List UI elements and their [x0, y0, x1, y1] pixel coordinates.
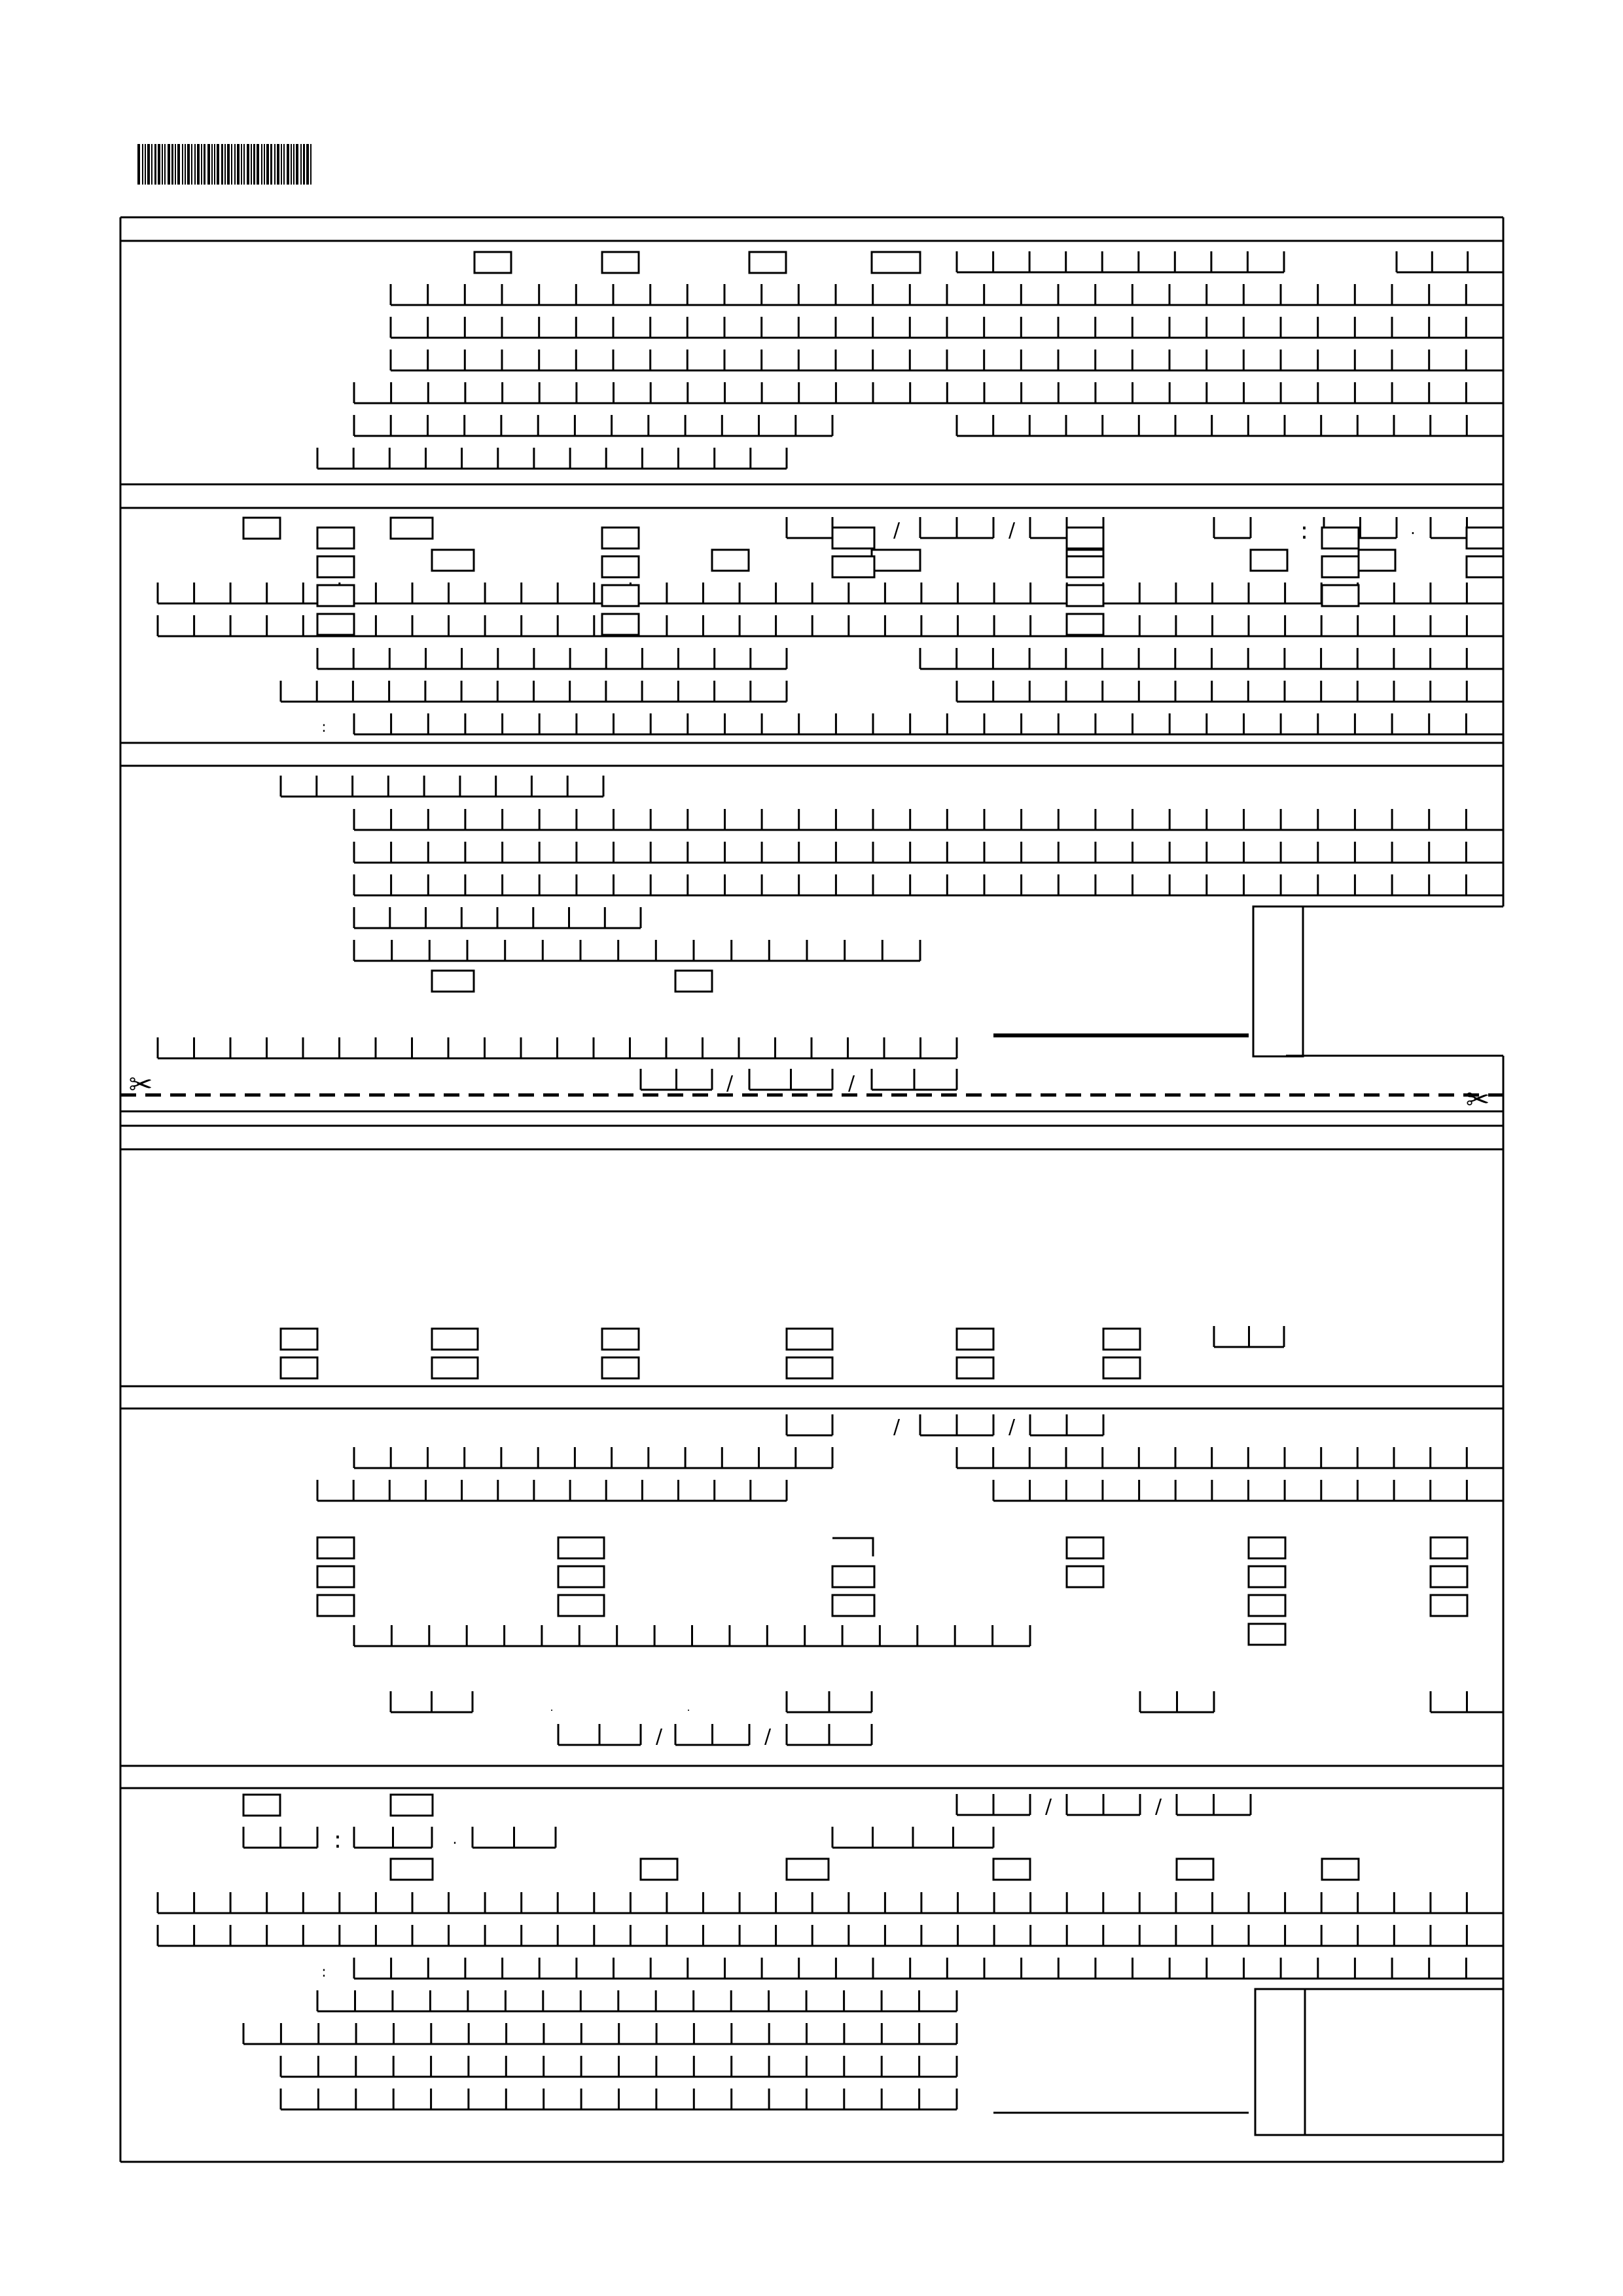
comb-input-field[interactable]	[957, 1447, 1503, 1468]
checkbox[interactable]	[749, 252, 786, 273]
checkbox[interactable]	[1467, 556, 1503, 577]
stamp-box	[1255, 1989, 1305, 2135]
barcode-bar	[310, 144, 312, 185]
comb-input-field[interactable]	[354, 415, 832, 436]
comb-input-field[interactable]	[243, 2023, 957, 2044]
checkbox[interactable]	[1067, 1537, 1103, 1558]
checkbox[interactable]	[317, 528, 354, 548]
checkbox[interactable]	[1322, 1859, 1359, 1880]
checkbox[interactable]	[1467, 528, 1503, 548]
dot-separator: .	[1410, 520, 1416, 538]
checkbox[interactable]	[787, 1329, 832, 1350]
checkbox[interactable]	[993, 1859, 1030, 1880]
barcode-bar	[217, 144, 219, 185]
checkbox[interactable]	[317, 556, 354, 577]
barcode-bar	[142, 144, 143, 185]
barcode-bar	[194, 144, 196, 185]
colon-separator: :	[321, 719, 327, 736]
barcode-bar	[227, 144, 230, 185]
comb-input-field[interactable]	[872, 1069, 957, 1090]
comb-input-field[interactable]	[317, 1990, 957, 2011]
barcode-bar	[164, 144, 166, 185]
barcode-bar	[296, 144, 298, 185]
barcode-bar	[197, 144, 200, 185]
barcode-bar	[283, 144, 285, 185]
checkbox[interactable]	[1249, 1566, 1285, 1587]
checkbox[interactable]	[1322, 528, 1359, 548]
barcode-bar	[274, 144, 276, 185]
checkbox[interactable]	[474, 252, 511, 273]
barcode-bar	[266, 144, 269, 185]
comb-input-field[interactable]	[317, 648, 787, 669]
checkbox[interactable]	[787, 1357, 832, 1378]
barcode-bar	[177, 144, 180, 185]
barcode-bar	[306, 144, 309, 185]
slash-separator: /	[893, 1416, 901, 1439]
slash-separator: /	[764, 1725, 772, 1748]
comb-input-field[interactable]	[1067, 1794, 1140, 1815]
barcode-bar	[293, 144, 294, 185]
checkbox[interactable]	[957, 1357, 993, 1378]
comb-input-field[interactable]	[1214, 517, 1251, 538]
checkbox[interactable]	[832, 1595, 874, 1616]
barcode-bar	[251, 144, 252, 185]
slash-separator: /	[1154, 1795, 1162, 1818]
comb-input-field[interactable]	[158, 1892, 1503, 1913]
checkbox[interactable]	[1322, 585, 1359, 606]
checkbox[interactable]	[1067, 528, 1103, 548]
comb-input-field[interactable]	[1397, 251, 1503, 272]
comb-input-field[interactable]	[354, 874, 1503, 895]
checkbox[interactable]	[317, 1566, 354, 1587]
checkbox[interactable]	[832, 556, 874, 577]
checkbox[interactable]	[317, 1595, 354, 1616]
barcode-bar	[231, 144, 232, 185]
colon-separator: :	[1300, 518, 1309, 545]
barcode-bar	[241, 144, 242, 185]
checkbox[interactable]	[872, 550, 920, 571]
barcode-bar	[243, 144, 245, 185]
comb-input-field[interactable]	[354, 842, 1503, 863]
barcode-bar	[201, 144, 202, 185]
comb-input-field[interactable]	[354, 940, 920, 961]
comb-input-field[interactable]	[1177, 1794, 1251, 1815]
comb-input-field[interactable]	[749, 1069, 832, 1090]
barcode-bar	[158, 144, 160, 185]
checkbox[interactable]	[558, 1566, 604, 1587]
barcode-bar	[253, 144, 255, 185]
checkbox[interactable]	[957, 1329, 993, 1350]
comb-input-field[interactable]	[158, 1925, 1503, 1946]
checkbox[interactable]	[787, 1859, 829, 1880]
checkbox[interactable]	[432, 971, 474, 992]
barcode-bar	[207, 144, 210, 185]
comb-input-field[interactable]	[558, 1724, 641, 1745]
comb-input-field[interactable]	[354, 1827, 432, 1848]
comb-input-field[interactable]	[354, 1625, 1030, 1646]
comb-input-field[interactable]	[354, 382, 1503, 403]
barcode-bar	[303, 144, 305, 185]
comb-input-field[interactable]	[354, 907, 641, 928]
comb-input-field[interactable]	[158, 583, 1503, 603]
comb-input-field[interactable]	[243, 1827, 317, 1848]
checkbox[interactable]	[1359, 550, 1395, 571]
barcode-bar	[154, 144, 156, 185]
checkbox[interactable]	[1249, 1624, 1285, 1645]
barcode-bar	[145, 144, 146, 185]
comb-input-field[interactable]	[957, 1794, 1030, 1815]
comb-input-field[interactable]	[957, 681, 1503, 702]
checkbox[interactable]	[1067, 556, 1103, 577]
separators	[129, 518, 1490, 1981]
checkbox[interactable]	[1249, 1537, 1285, 1558]
checkbox[interactable]	[641, 1859, 677, 1880]
barcode-bar	[287, 144, 289, 185]
comb-input-field[interactable]	[787, 1691, 872, 1712]
scissors-icon: ✂	[1465, 1083, 1490, 1117]
comb-input-field[interactable]	[1431, 1691, 1503, 1712]
comb-input-field[interactable]	[281, 776, 603, 797]
barcode-bar	[191, 144, 192, 185]
comb-input-field[interactable]	[832, 1827, 993, 1848]
barcode-bar	[270, 144, 272, 185]
checkbox[interactable]	[602, 556, 639, 577]
comb-input-field[interactable]	[641, 1069, 712, 1090]
checkbox[interactable]	[281, 1329, 317, 1350]
barcode-bar	[171, 144, 173, 185]
comb-input-field[interactable]	[281, 2089, 957, 2109]
comb-input-field[interactable]	[354, 1958, 1503, 1979]
dot-separator: .	[550, 1701, 554, 1713]
comb-input-field[interactable]	[354, 713, 1503, 734]
comb-input-field[interactable]	[317, 448, 787, 469]
barcode-bar	[182, 144, 183, 185]
comb-input-field[interactable]	[158, 1037, 957, 1058]
checkbox[interactable]	[391, 1795, 433, 1816]
checkbox[interactable]	[391, 518, 433, 539]
colon-separator: :	[321, 1964, 327, 1981]
comb-input-field[interactable]	[993, 1480, 1503, 1501]
barcode-bar	[147, 144, 150, 185]
stamp-box	[1253, 906, 1303, 1056]
slash-separator: /	[847, 1072, 855, 1095]
dot-separator: .	[687, 1701, 690, 1713]
scissors-icon: ✂	[128, 1068, 153, 1102]
barcode-bar	[221, 144, 223, 185]
checkbox[interactable]	[1431, 1566, 1467, 1587]
checkbox[interactable]	[432, 550, 474, 571]
checkbox[interactable]	[712, 550, 749, 571]
barcode-bar	[247, 144, 249, 185]
checkbox[interactable]	[1249, 1595, 1285, 1616]
barcode-bar	[168, 144, 170, 185]
barcode-bar	[291, 144, 292, 185]
checkbox[interactable]	[602, 1329, 639, 1350]
comb-input-field[interactable]	[317, 1480, 787, 1501]
barcode-bar	[281, 144, 282, 185]
comb-input-field[interactable]	[787, 1724, 872, 1745]
checkbox[interactable]	[558, 1537, 604, 1558]
barcode-bar	[257, 144, 259, 185]
comb-input-field[interactable]	[391, 317, 1503, 338]
comb-input-field[interactable]	[1140, 1691, 1214, 1712]
comb-input-field[interactable]	[920, 1414, 993, 1435]
barcode	[137, 144, 312, 185]
comb-input-field[interactable]	[1030, 1414, 1103, 1435]
checkbox[interactable]	[1431, 1595, 1467, 1616]
barcode-bar	[214, 144, 215, 185]
barcode-bar	[300, 144, 302, 185]
barcode-bar	[204, 144, 205, 185]
checkbox-partial[interactable]	[832, 1538, 873, 1556]
slash-separator: /	[1008, 1416, 1016, 1439]
slash-separator: /	[655, 1725, 663, 1748]
comb-input-field[interactable]	[473, 1827, 556, 1848]
checkbox[interactable]	[1251, 550, 1287, 571]
colon-separator: :	[333, 1827, 342, 1854]
comb-input-field[interactable]	[391, 1691, 473, 1712]
checkbox[interactable]	[317, 614, 354, 635]
checkbox[interactable]	[281, 1357, 317, 1378]
checkbox[interactable]	[872, 252, 920, 273]
barcode-bar	[261, 144, 262, 185]
barcode-bar	[277, 144, 279, 185]
checkbox[interactable]	[558, 1595, 604, 1616]
checkbox[interactable]	[1067, 585, 1103, 606]
checkbox[interactable]	[832, 1566, 874, 1587]
barcode-bar	[137, 144, 140, 185]
checkboxes	[243, 252, 1503, 1880]
comb-input-field[interactable]	[787, 517, 832, 538]
comb-input-field[interactable]	[354, 809, 1503, 830]
checkbox[interactable]	[832, 528, 874, 548]
comb-input-field[interactable]	[920, 517, 993, 538]
comb-input-field[interactable]	[354, 1447, 832, 1468]
dot-separator: .	[452, 1831, 457, 1848]
slash-separator: /	[893, 519, 901, 542]
checkbox[interactable]	[602, 528, 639, 548]
checkbox[interactable]	[602, 252, 639, 273]
barcode-bar	[185, 144, 186, 185]
barcode-bar	[162, 144, 163, 185]
comb-input-field[interactable]	[675, 1724, 749, 1745]
barcode-bar	[187, 144, 190, 185]
checkbox[interactable]	[1067, 614, 1103, 635]
checkbox[interactable]	[1103, 1357, 1140, 1378]
checkbox[interactable]	[1177, 1859, 1213, 1880]
checkbox[interactable]	[243, 518, 280, 539]
comb-input-field[interactable]	[957, 415, 1503, 436]
slash-separator: /	[1008, 519, 1016, 542]
comb-input-field[interactable]	[281, 2056, 957, 2077]
comb-input-field[interactable]	[920, 648, 1503, 669]
comb-input-field[interactable]	[281, 681, 787, 702]
checkbox[interactable]	[1067, 1566, 1103, 1587]
barcode-bar	[224, 144, 226, 185]
checkbox[interactable]	[602, 614, 639, 635]
slash-separator: /	[726, 1072, 734, 1095]
checkbox[interactable]	[1103, 1329, 1140, 1350]
comb-input-field[interactable]	[787, 1414, 832, 1435]
barcode-bar	[211, 144, 213, 185]
barcode-bar	[234, 144, 236, 185]
barcode-bar	[151, 144, 152, 185]
checkbox[interactable]	[391, 1859, 433, 1880]
checkbox[interactable]	[1322, 556, 1359, 577]
checkbox[interactable]	[1431, 1537, 1467, 1558]
checkbox[interactable]	[432, 1357, 478, 1378]
checkbox[interactable]	[317, 1537, 354, 1558]
comb-input-field[interactable]	[391, 284, 1503, 305]
checkbox[interactable]	[675, 971, 712, 992]
checkbox[interactable]	[602, 1357, 639, 1378]
comb-input-field[interactable]	[158, 615, 1503, 636]
comb-input-field[interactable]	[391, 350, 1503, 370]
checkbox[interactable]	[602, 585, 639, 606]
barcode-bar	[264, 144, 265, 185]
checkbox[interactable]	[317, 585, 354, 606]
checkbox[interactable]	[243, 1795, 280, 1816]
barcode-bar	[175, 144, 176, 185]
checkbox[interactable]	[432, 1329, 478, 1350]
barcode-bar	[237, 144, 240, 185]
comb-input-field[interactable]	[957, 251, 1284, 272]
slash-separator: /	[1044, 1795, 1052, 1818]
comb-input-field[interactable]	[1214, 1326, 1284, 1347]
